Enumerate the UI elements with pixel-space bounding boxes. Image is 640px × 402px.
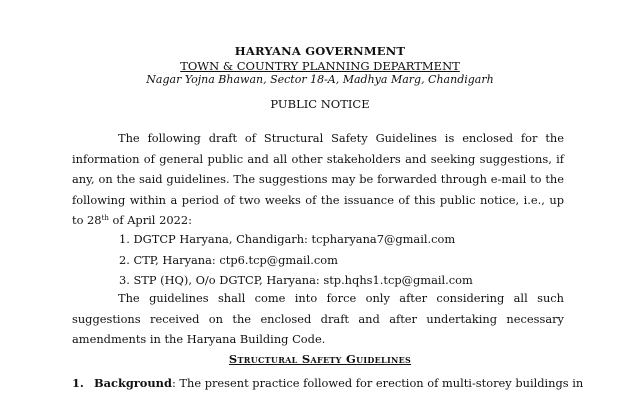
intro-paragraph-text: The following draft of Structural Safety Guidelines is enclosed for the information of general public and all other stakeholders and seeking suggestions, if any, on the said guidelines. The suggestions may be forwarded through e-mail to the following within a period of two weeks of the issuance of this public notice, i.e., up to 28 — [72, 131, 564, 227]
clause-term: Background — [94, 376, 172, 390]
contact-item-ctp: 2. CTP, Haryana: ctp6.tcp@gmail.com — [119, 253, 338, 267]
org-heading: HARYANA GOVERNMENT — [234, 44, 406, 58]
clause-text: : The present practice followed for erection of multi-storey buildings in — [171, 376, 584, 390]
department-heading: TOWN & COUNTRY PLANNING DEPARTMENT — [180, 59, 460, 73]
background-clause — [72, 376, 584, 390]
intro-paragraph-tail: of April 2022: — [108, 213, 192, 227]
address-line: Nagar Yojna Bhawan, Sector 18-A, Madhya Marg, Chandigarh — [146, 73, 494, 86]
notice-title: PUBLIC NOTICE — [270, 97, 370, 111]
contact-item-dgtcp: 1. DGTCP Haryana, Chandigarh: tcpharyana7@gmail.com — [119, 232, 456, 246]
section-title: Structural Safety Guidelines — [228, 352, 412, 366]
clause-number: 1. — [72, 376, 84, 390]
guidelines-paragraph: The guidelines shall come into force only after considering all such suggestions received on the enclosed draft and after undertaking necessary amendments in the Haryana Building Code. — [72, 291, 564, 346]
date-ordinal-suffix: th — [101, 214, 109, 222]
intro-paragraph — [72, 128, 564, 231]
contact-item-stp: 3. STP (HQ), O/o DGTCP, Haryana: stp.hqhs1.tcp@gmail.com — [119, 273, 473, 287]
